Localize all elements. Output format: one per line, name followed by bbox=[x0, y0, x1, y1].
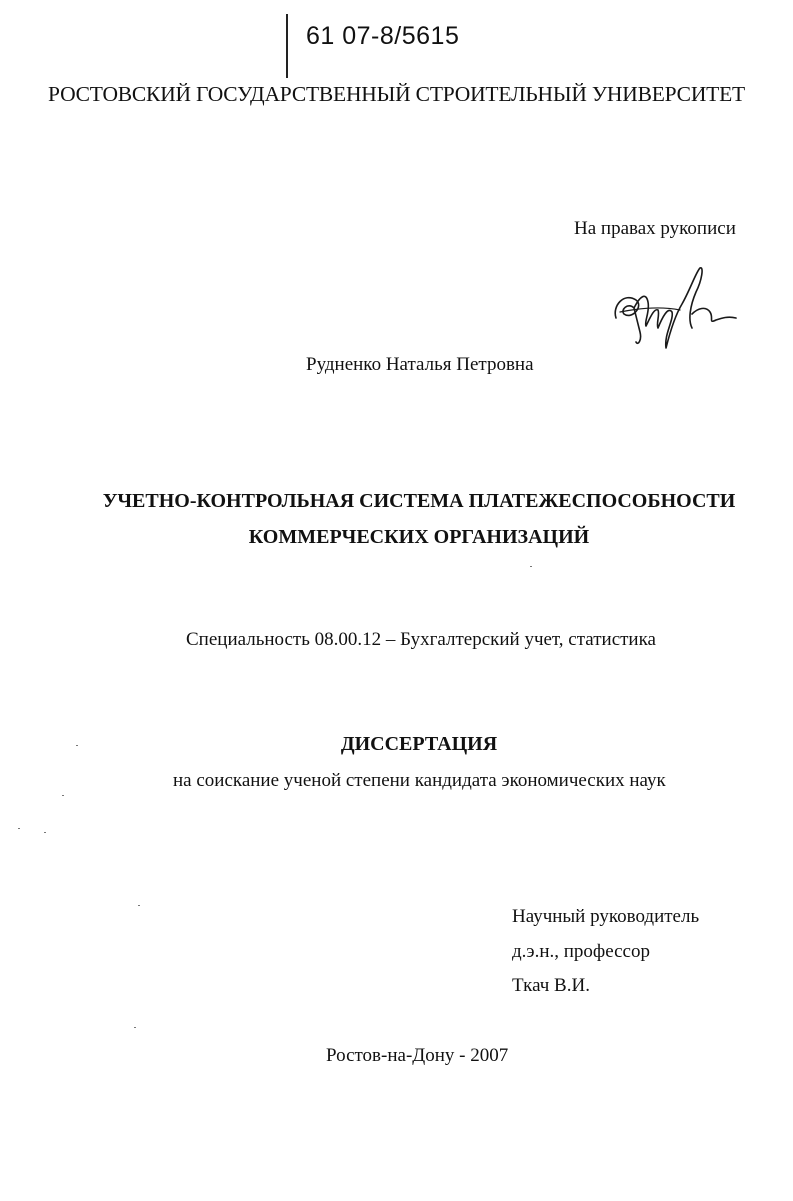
scan-speck bbox=[138, 905, 140, 906]
work-type-heading: ДИССЕРТАЦИЯ bbox=[340, 733, 498, 755]
degree-line: на соискание ученой степени кандидата экономических наук bbox=[173, 770, 666, 791]
scan-speck bbox=[530, 566, 532, 567]
place-and-year: Ростов-на-Дону - 2007 bbox=[326, 1045, 509, 1066]
scan-speck bbox=[134, 1027, 136, 1028]
university-name: РОСТОВСКИЙ ГОСУДАРСТВЕННЫЙ СТРОИТЕЛЬНЫЙ УНИВЕРСИТЕТ bbox=[48, 82, 745, 106]
specialty-line: Специальность 08.00.12 – Бухгалтерский учет, статистика bbox=[186, 629, 656, 650]
dissertation-title-line-2: КОММЕРЧЕСКИХ ОРГАНИЗАЦИЙ bbox=[248, 526, 590, 548]
advisor-title: д.э.н., профессор bbox=[512, 941, 650, 962]
advisor-role: Научный руководитель bbox=[512, 906, 700, 927]
scan-speck bbox=[44, 832, 46, 833]
scan-speck bbox=[18, 828, 20, 829]
author-signature bbox=[610, 262, 740, 354]
scan-speck bbox=[76, 745, 78, 746]
advisor-name: Ткач В.И. bbox=[512, 975, 590, 996]
dissertation-title-line-1: УЧЕТНО-КОНТРОЛЬНАЯ СИСТЕМА ПЛАТЕЖЕСПОСОБНОСТИ bbox=[102, 490, 736, 512]
manuscript-note: На правах рукописи bbox=[574, 218, 736, 239]
author-name: Рудненко Наталья Петровна bbox=[306, 354, 534, 375]
scan-speck bbox=[62, 795, 64, 796]
stamp-divider-line bbox=[286, 14, 288, 78]
stamp-number: 61 07-8/5615 bbox=[306, 22, 460, 50]
